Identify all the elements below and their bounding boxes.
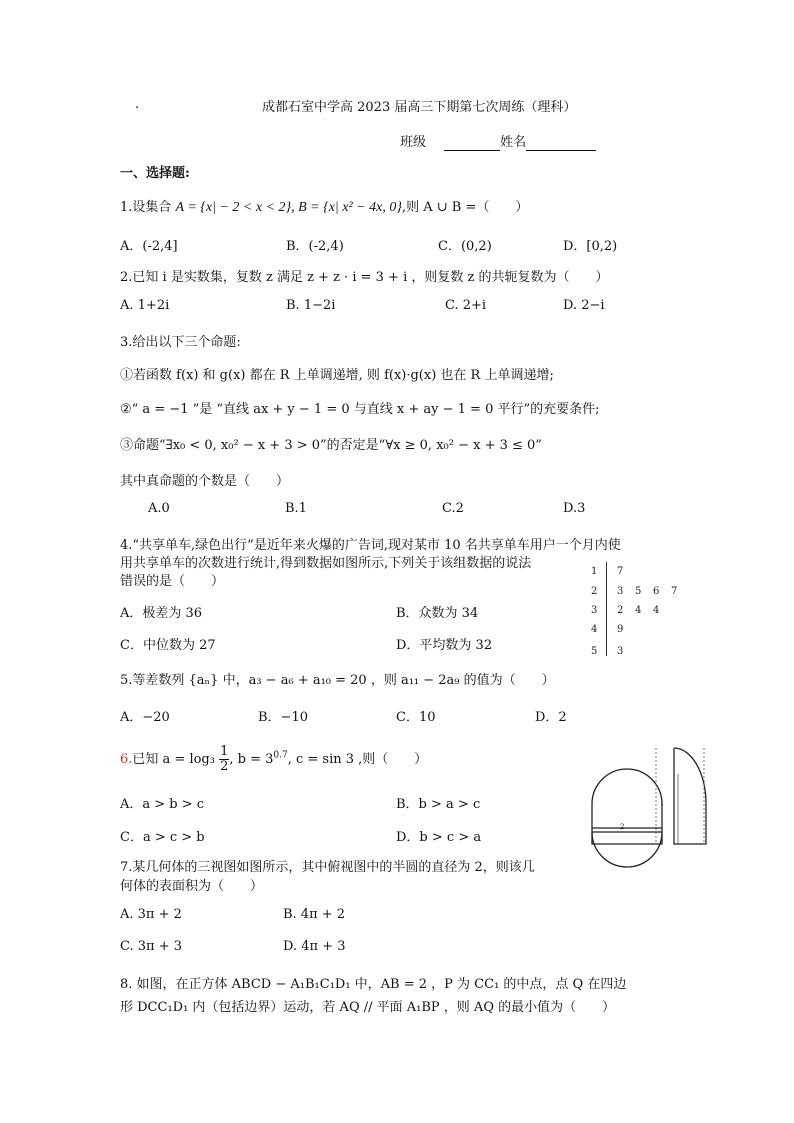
q5-option-a: A．−20 [120,710,170,725]
q7-option-a: A. 3π + 2 [120,907,182,922]
q3-proposition-3: ③命题“∃x₀ < 0, x₀² − x + 3 > 0”的否定是“∀x ≥ 0, x₀² − x + 3 ≤ 0” [120,438,542,453]
leaf: 7 [671,586,678,597]
q5-option-c: C．10 [396,710,436,725]
class-label: 班级 [400,135,427,150]
q2-option-a: A. 1+2i [120,298,170,313]
q4-option-b: B．众数为 34 [396,606,479,621]
q1-sets: A = {x| − 2 < x < 2}, B = {x| x² − 4x, 0} [175,200,402,215]
leaf: 3 [617,586,624,597]
q7-line-1: 7.某几何体的三视图如图所示，其中俯视图中的半圆的直径为 2，则该几 [120,860,535,875]
stem-2: 2 [591,586,598,597]
stem-1: 1 [591,566,598,577]
q6-option-b: B．b > a > c [396,797,481,812]
stem-leaf-plot [585,560,695,662]
q2-option-b: B. 1−2i [286,298,336,313]
q6-option-a: A．a > b > c [120,797,205,812]
q4-line-2: 用共享单车的次数进行统计,得到数据如图所示,下列关于该组数据的说法 [120,556,532,571]
fraction-numerator: 1 [220,744,229,759]
q7-line-2: 何体的表面积为（ ） [120,879,264,894]
top-view-label: 2 [620,823,625,831]
q3-stem: 3.给出以下三个命题: [120,335,241,350]
q4-line-1: 4.“共享单车,绿色出行”是近年来火爆的广告词,现对某市 10 名共享单车用户一个月内使 [120,538,621,553]
q1-option-c: C．(0,2) [438,239,492,254]
q6-text-c: , c = sin 3 ,则（ ） [287,752,428,767]
leaf: 5 [635,586,642,597]
q3-option-d: D.3 [563,501,586,516]
q8-line-2: 形 DCC₁D₁ 内（包括边界）运动，若 AQ // 平面 A₁BP ，则 AQ 的最小值为（ ） [120,1000,616,1015]
q1-num: 1.设集合 [120,200,172,215]
leaf: 6 [653,586,660,597]
q6-stem [120,745,427,774]
header-info [400,131,596,151]
top-view-semicircle [592,832,662,867]
leaf: 4 [635,605,642,616]
q3-proposition-1: ①若函数 f(x) 和 g(x) 都在 R 上单调递增, 则 f(x)·g(x) 也在 R 上单调递增; [120,368,554,383]
q4-line-3: 错误的是（ ） [120,574,225,589]
q4-option-d: D．平均数为 32 [396,638,493,653]
section-heading: 一、选择题: [120,166,190,181]
q2-option-d: D. 2−i [563,298,605,313]
name-label: 姓名 [500,135,527,150]
stem-4: 4 [591,624,598,635]
q3-option-b: B.1 [285,501,307,516]
q3-option-a: A.0 [148,501,170,516]
front-view-rect [592,804,662,844]
three-view-figure [586,744,716,880]
q1-stem [120,196,528,216]
q1-option-b: B．(-2,4) [286,239,344,254]
header-dot: . [135,97,140,112]
fraction-denominator: 2 [220,759,229,774]
q7-option-d: D. 4π + 3 [283,939,346,954]
leaf: 4 [653,605,660,616]
stem-divider [606,562,607,656]
q2-stem: 2.已知 i 是实数集，复数 z 满足 z + z · i = 3 + i ，则复数 z 的共轭复数为（ ） [120,270,609,285]
q6-num: 6. [120,752,133,767]
class-blank [444,135,500,151]
q2-option-c: C. 2+i [445,298,487,313]
q6-text-a: 已知 a = log₃ [132,752,215,767]
q4-option-a: A．极差为 36 [120,606,203,621]
q6-option-c: C．a > c > b [120,830,205,845]
q1-ask: ,则 A ∪ B =（ ） [401,200,529,215]
q7-option-c: C. 3π + 3 [120,939,182,954]
q4-option-c: C．中位数为 27 [120,638,216,653]
q5-option-d: D．2 [535,710,567,725]
side-view-shape [674,748,706,844]
q6-option-d: D．b > c > a [396,830,482,845]
q3-proposition-2: ②“ a = −1 ”是 “直线 ax + y − 1 = 0 与直线 x + ay − 1 = 0 平行”的充要条件; [120,402,600,417]
q6-exponent: 0.7 [273,750,288,761]
q5-stem: 5.等差数列 {aₙ} 中，a₃ − a₆ + a₁₀ = 20 ，则 a₁₁ − 2a₉ 的值为（ ） [120,673,555,688]
stem-5: 5 [591,646,598,657]
q1-option-a: A．(-2,4] [120,239,178,254]
q6-fraction [219,745,229,774]
q5-option-b: B．−10 [258,710,308,725]
leaf: 2 [617,605,624,616]
q3-ask: 其中真命题的个数是（ ） [120,474,290,489]
leaf: 9 [617,624,624,635]
q6-text-b: , b = 3 [229,752,274,767]
page-title: 成都石室中学高 2023 届高三下期第七次周练（理科） [262,100,577,115]
leaf: 3 [617,646,624,657]
front-view-arc [592,769,662,806]
q8-line-1: 8. 如图，在正方体 ABCD − A₁B₁C₁D₁ 中，AB = 2 ，P 为 CC₁ 的中点，点 Q 在四边 [120,977,627,992]
q7-option-b: B. 4π + 2 [283,907,346,922]
q3-option-c: C.2 [442,501,464,516]
leaf: 7 [617,566,624,577]
name-blank [526,135,596,151]
stem-3: 3 [591,605,598,616]
q1-option-d: D．[0,2) [563,239,618,254]
